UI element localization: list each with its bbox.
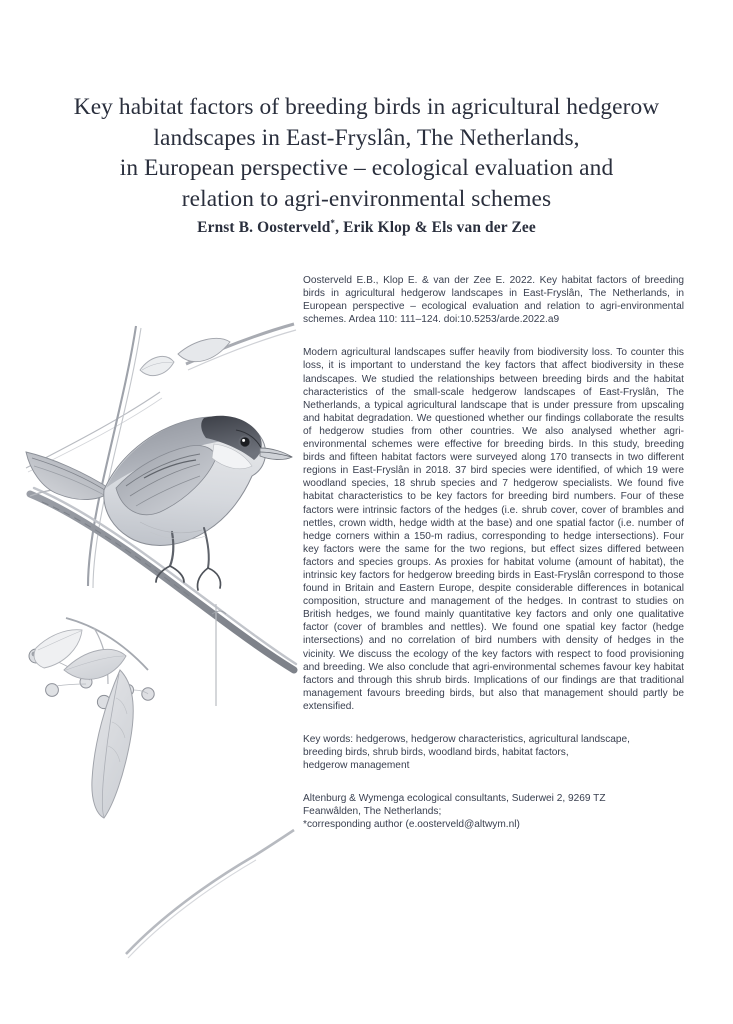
blackcap-warbler-sketch [8,318,298,1008]
affiliation-line-1: Altenburg & Wymenga ecological consultants, Suderwei 2, 9269 TZ [303,793,606,805]
title-line-3: in European perspective – ecological evaluation and [119,155,614,181]
keywords-block [303,733,684,772]
keywords-line-2: breeding birds, shrub birds, woodland birds, habitat factors, [303,747,569,759]
affiliation-block [303,792,684,831]
sketch-lower-branch-and-leaves [34,604,294,958]
affiliation-line-2: Feanwâlden, The Netherlands; [303,806,442,818]
corresponding-author-marker: * [330,217,336,228]
author-list [48,219,685,237]
author-primary: Ernst B. Oosterveld [197,219,331,236]
abstract-column [303,274,684,832]
title-line-4: relation to agri-environmental schemes [181,185,552,212]
abstract-text: Modern agricultural landscapes suffer heavily from biodiversity loss. To counter this loss, it is important to understand the key factors that affect biodiversity in these landscapes. We studied the relationships between breeding birds and the habitat characteristics of the small-scale hedgerow landscapes of East-Fryslân, The Netherlands, a typical agricultural landscape that is under pressure from upscaling and habitat degradation. We questioned whether our findings collaborate the results of hedgerow studies from other countries. We also analysed whether agri-environmental schemes were effective for breeding birds. In this study, breeding birds and fifteen habitat factors were surveyed along 170 transects in two different regions in East-Fryslân in 2018. 37 bird species were identified, of which 19 were woodland species, 18 shrub species and 7 hedgerow specialists. We found five habitat characteristics to be key factors for breeding bird numbers. Four of these factors were intrinsic factors of the hedges (i.e. shrub cover, cover of brambles and nettles, crown width, hedge width at the base) and one spatial factor (i.e. number of hedge corners within a 150-m radius, corresponding to hedge intersections). Four key factors were the same for the two regions, but effect sizes differed between factors and species groups. As proxies for habitat volume (amount of habitat), the intrinsic key factors for hedgerow breeding birds in East-Fryslân correspond to those found in Britain and Eastern Europe, despite considerable differences in botanical composition, structure and management of the hedges. In contrast to studies on British hedges, we found mainly quantitative key factors and only one qualitative factor (cover of brambles and nettles). We found one spatial key factor (hedge intersections) and no correlation of bird numbers with density of hedges in the vicinity. We discuss the ecology of the key factors with respect to food provisioning and breeding. We also conclude that agri-environmental schemes favour key habitat factors and through this shrub birds. Implications of our findings are that traditional management favours breeding birds, but also that management should partly be extensified. [303,347,684,712]
page-title [48,92,685,214]
author-coauthors: , Erik Klop & Els van der Zee [335,219,536,236]
keywords-line-1: Key words: hedgerows, hedgerow characteristics, agricultural landscape, [303,734,630,745]
title-line-1: Key habitat factors of breeding birds in agricultural hedgerow [73,94,660,120]
corresponding-author-line: *corresponding author (e.oosterveld@altwym.nl) [303,819,520,831]
citation-text: Oosterveld E.B., Klop E. & van der Zee E. 2022. Key habitat factors of breeding birds in agricultural hedgerow landscapes in East-Fryslân, The Netherlands, in European perspective – ecological evaluation and relation to agri-environmental schemes. Ardea 110: 111–124. doi:10.5253/arde.2022.a9 [303,275,684,326]
keywords-line-3: hedgerow management [303,760,410,772]
title-line-2: landscapes in East-Fryslân, The Netherlands, [153,124,580,151]
